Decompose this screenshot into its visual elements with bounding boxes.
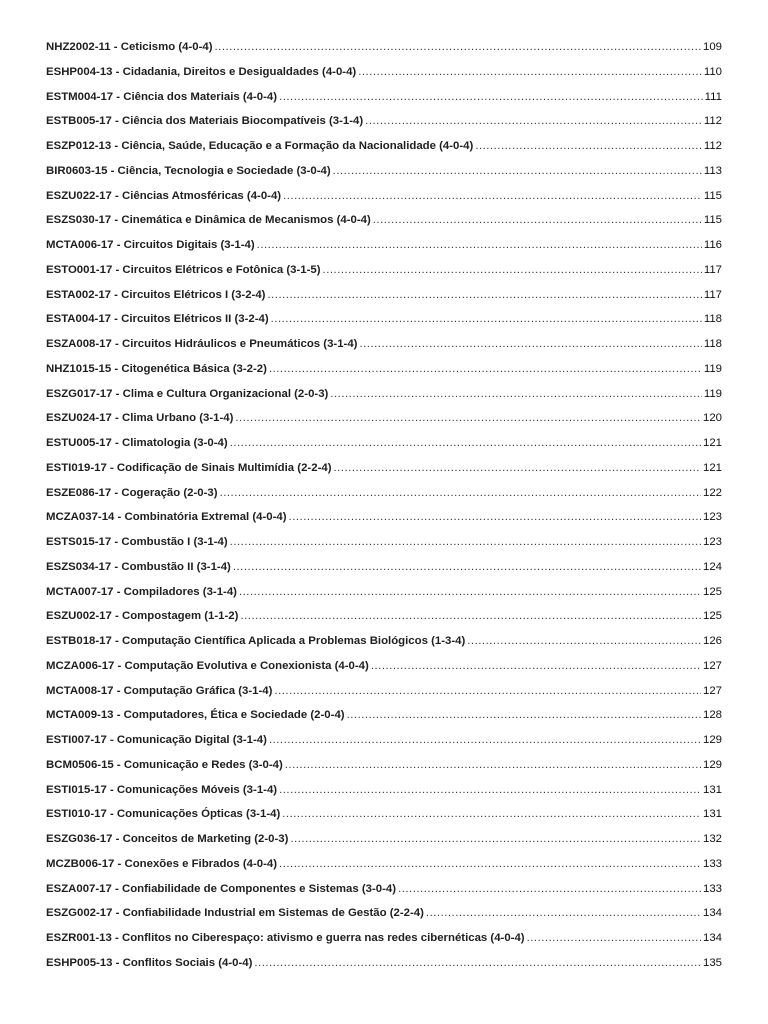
dot-leader [271, 309, 702, 329]
page-number: 131 [702, 808, 722, 821]
page-number: 123 [702, 536, 722, 548]
page-number: 122 [702, 486, 722, 499]
toc-entry-label: NHZ1015-15 - Citogenética Básica (3-2-2) [46, 362, 267, 375]
toc-entry[interactable] [46, 755, 722, 780]
page-number: 118 [703, 338, 722, 350]
page-number: 120 [702, 412, 722, 425]
toc-entry-label: ESZG036-17 - Conceitos de Marketing (2-0-3) [46, 833, 289, 845]
course-title: Computação Gráfica (3-1-4) [123, 684, 273, 697]
toc-entry[interactable] [46, 161, 722, 186]
page-number: 129 [702, 758, 722, 771]
course-title: Ciência dos Materiais (4-0-4) [123, 90, 278, 103]
toc-entry[interactable] [46, 681, 722, 706]
page-number: 132 [702, 833, 722, 845]
toc-entry-label: ESZP012-13 - Ciência, Saúde, Educação e a Formação da Nacionalidade (4-0-4) [46, 140, 474, 152]
toc-entry[interactable] [46, 780, 722, 805]
dot-leader [233, 557, 701, 577]
dot-leader [475, 136, 702, 156]
page-number: 134 [702, 932, 722, 944]
course-code: ESTI019-17 [46, 461, 107, 474]
dot-leader [282, 804, 701, 824]
course-title: Clima Urbano (3-1-4) [121, 412, 234, 425]
toc-entry[interactable] [46, 62, 722, 87]
toc-entry[interactable] [46, 903, 722, 928]
page-number: 121 [702, 461, 722, 474]
toc-entry[interactable] [46, 334, 722, 359]
dot-leader [359, 334, 701, 354]
course-code: MCZB006-17 [46, 857, 115, 870]
course-title: Comunicações Móveis (3-1-4) [116, 783, 278, 796]
page-number: 129 [702, 734, 722, 746]
toc-entry[interactable] [46, 309, 722, 334]
toc-entry[interactable] [46, 829, 722, 854]
toc-entry[interactable] [46, 953, 722, 978]
page-number: 123 [702, 511, 722, 524]
page-number: 110 [703, 65, 722, 78]
course-code: ESZU002-17 [46, 610, 112, 623]
course-code: BCM0506-15 [46, 758, 114, 771]
course-title: Codificação de Sinais Multimídia (2-2-4) [116, 461, 332, 474]
toc-entry-label: ESTB005-17 - Ciência dos Materiais Biocompatíveis (3-1-4) [46, 115, 364, 128]
page-number: 112 [703, 115, 722, 128]
toc-entry[interactable] [46, 879, 722, 904]
toc-entry-label: MCTA007-17 - Compiladores (3-1-4) [46, 585, 237, 598]
course-code: ESTI007-17 [46, 734, 107, 746]
course-title: Conflitos no Ciberespaço: ativismo e guerra nas redes cibernéticas (4-0-4) [121, 932, 525, 944]
course-title: Circuitos Hidráulicos e Pneumáticos (3-1-4) [121, 338, 358, 350]
toc-entry-label: ESZA007-17 - Confiabilidade de Componentes e Sistemas (3-0-4) [46, 882, 397, 895]
course-title: Ciência dos Materiais Biocompatíveis (3-1-4) [121, 115, 364, 128]
toc-entry[interactable] [46, 582, 722, 607]
toc-entry[interactable] [46, 37, 722, 62]
course-code: MCTA008-17 [46, 684, 114, 697]
course-title: Climatologia (3-0-4) [121, 437, 228, 449]
course-title: Combustão II (3-1-4) [121, 560, 231, 573]
toc-entry[interactable] [46, 359, 722, 384]
course-code: ESZE086-17 [46, 486, 112, 499]
page-number: 117 [703, 288, 722, 301]
page-number: 128 [702, 709, 722, 722]
course-title: Computadores, Ética e Sociedade (2-0-4) [123, 709, 345, 722]
course-code: ESTA004-17 [46, 313, 112, 326]
toc-entry-label: ESTB018-17 - Computação Científica Aplicada a Problemas Biológicos (1-3-4) [46, 635, 466, 647]
toc-entry-label: ESTI015-17 - Comunicações Móveis (3-1-4) [46, 783, 278, 796]
page-number: 134 [702, 907, 722, 920]
toc-entry[interactable] [46, 656, 722, 681]
toc-entry-label: ESTA004-17 - Circuitos Elétricos II (3-2-4) [46, 313, 269, 326]
course-title: Ciências Atmosféricas (4-0-4) [121, 189, 282, 202]
course-code: NHZ1015-15 [46, 362, 112, 375]
page-number: 133 [702, 882, 722, 895]
toc-entry-label: ESTO001-17 - Circuitos Elétricos e Fotônica (3-1-5) [46, 263, 321, 276]
course-title: Confiabilidade de Componentes e Sistemas (3-0-4) [121, 882, 397, 895]
dot-leader [215, 37, 701, 57]
course-code: ESTM004-17 [46, 90, 114, 103]
toc-entry-label: ESZS034-17 - Combustão II (3-1-4) [46, 560, 231, 573]
course-title: Ciência, Saúde, Educação e a Formação da Nacionalidade (4-0-4) [121, 140, 474, 152]
dot-leader [323, 260, 702, 280]
toc-entry[interactable] [46, 928, 722, 953]
course-code: ESTI015-17 [46, 783, 107, 796]
toc-entry-label: MCTA008-17 - Computação Gráfica (3-1-4) [46, 684, 273, 697]
page-number: 127 [702, 659, 722, 672]
toc-entry-label: ESZR001-13 - Conflitos no Ciberespaço: ativismo e guerra nas redes cibernéticas (4-0-4) [46, 932, 525, 944]
toc-entry[interactable] [46, 408, 722, 433]
dot-leader [358, 62, 702, 82]
course-code: NHZ2002-11 [46, 41, 111, 53]
dot-leader [239, 582, 701, 602]
toc-entry-label: ESHP005-13 - Conflitos Sociais (4-0-4) [46, 956, 253, 969]
dot-leader [285, 755, 701, 775]
course-title: Circuitos Digitais (3-1-4) [123, 239, 255, 251]
toc-entry-label: ESZE086-17 - Cogeração (2-0-3) [46, 486, 218, 499]
toc-entry-label: ESZU022-17 - Ciências Atmosféricas (4-0-4) [46, 189, 282, 202]
toc-entry-label: ESTI010-17 - Comunicações Ópticas (3-1-4) [46, 808, 281, 821]
course-code: ESZR001-13 [46, 932, 112, 944]
dot-leader [267, 285, 701, 305]
course-code: ESZA007-17 [46, 882, 112, 895]
toc-entry-label: ESZG017-17 - Clima e Cultura Organizacional (2-0-3) [46, 387, 329, 400]
dot-leader [290, 829, 701, 849]
toc-entry-label: ESTM004-17 - Ciência dos Materiais (4-0-4) [46, 90, 278, 103]
toc-entry-label: ESZS030-17 - Cinemática e Dinâmica de Mecanismos (4-0-4) [46, 214, 371, 227]
dot-leader [279, 780, 701, 800]
course-code: ESHP004-13 [46, 65, 113, 78]
toc-entry-label: ESTU005-17 - Climatologia (3-0-4) [46, 437, 228, 449]
course-code: ESZU022-17 [46, 189, 112, 202]
page-number: 135 [702, 956, 722, 969]
toc-entry-label: ESTI007-17 - Comunicação Digital (3-1-4) [46, 734, 267, 746]
course-title: Ciência, Tecnologia e Sociedade (3-0-4) [117, 164, 331, 177]
page-number: 133 [702, 857, 722, 870]
course-title: Comunicações Ópticas (3-1-4) [116, 808, 281, 821]
toc-entry-label: NHZ2002-11 - Ceticismo (4-0-4) [46, 41, 213, 53]
course-title: Compostagem (1-1-2) [121, 610, 239, 623]
toc-entry-label: ESTS015-17 - Combustão I (3-1-4) [46, 536, 228, 548]
course-title: Citogenética Básica (3-2-2) [121, 362, 267, 375]
course-title: Computação Evolutiva e Conexionista (4-0-4) [124, 659, 369, 672]
course-title: Computação Científica Aplicada a Problemas Biológicos (1-3-4) [121, 635, 466, 647]
course-title: Combustão I (3-1-4) [121, 536, 228, 548]
page-number: 131 [702, 783, 722, 796]
toc-entry-label: BCM0506-15 - Comunicação e Redes (3-0-4) [46, 758, 283, 771]
toc-entry[interactable] [46, 136, 722, 161]
course-code: ESZU024-17 [46, 412, 112, 425]
toc-entry-label: ESZG002-17 - Confiabilidade Industrial em Sistemas de Gestão (2-2-4) [46, 907, 424, 920]
course-title: Cinemática e Dinâmica de Mecanismos (4-0-4) [121, 214, 371, 227]
dot-leader [269, 359, 702, 379]
dot-leader [230, 433, 701, 453]
course-title: Circuitos Elétricos I (3-2-4) [121, 288, 266, 301]
dot-leader [279, 87, 703, 107]
table-of-contents [46, 37, 722, 978]
page-number: 119 [703, 387, 722, 400]
course-code: ESZG017-17 [46, 387, 113, 400]
dot-leader [426, 903, 701, 923]
toc-entry-label: MCZB006-17 - Conexões e Fibrados (4-0-4) [46, 857, 278, 870]
course-title: Cidadania, Direitos e Desigualdades (4-0-4) [122, 65, 357, 78]
page-number: 112 [703, 140, 722, 152]
course-code: MCTA007-17 [46, 585, 114, 598]
page-number: 115 [703, 189, 722, 202]
course-code: ESZG036-17 [46, 833, 113, 845]
dot-leader [257, 235, 702, 255]
course-title: Clima e Cultura Organizacional (2-0-3) [122, 387, 329, 400]
dot-leader [274, 681, 701, 701]
toc-entry-label: MCZA037-14 - Combinatória Extremal (4-0-4) [46, 511, 287, 524]
toc-entry[interactable] [46, 210, 722, 235]
toc-entry-label: ESZU002-17 - Compostagem (1-1-2) [46, 610, 239, 623]
page-number: 125 [702, 585, 722, 598]
dot-leader [371, 656, 701, 676]
course-code: BIR0603-15 [46, 164, 108, 177]
course-code: ESHP005-13 [46, 956, 113, 969]
toc-entry[interactable] [46, 384, 722, 409]
toc-entry[interactable] [46, 557, 722, 582]
course-title: Comunicação e Redes (3-0-4) [123, 758, 283, 771]
toc-entry[interactable] [46, 606, 722, 631]
dot-leader [220, 483, 701, 503]
course-title: Circuitos Elétricos e Fotônica (3-1-5) [122, 263, 321, 276]
dot-leader [467, 631, 701, 651]
dot-leader [235, 408, 701, 428]
toc-entry[interactable] [46, 483, 722, 508]
course-code: ESZS034-17 [46, 560, 112, 573]
toc-entry[interactable] [46, 804, 722, 829]
dot-leader [334, 458, 701, 478]
course-code: ESZG002-17 [46, 907, 113, 920]
course-code: ESZA008-17 [46, 338, 112, 350]
page-number: 111 [704, 90, 722, 103]
dot-leader [230, 532, 701, 552]
toc-entry[interactable] [46, 631, 722, 656]
dot-leader [373, 210, 702, 230]
course-code: MCTA006-17 [46, 239, 114, 251]
toc-entry[interactable] [46, 87, 722, 112]
page-number: 118 [703, 313, 722, 326]
toc-entry-label: MCTA006-17 - Circuitos Digitais (3-1-4) [46, 239, 255, 251]
toc-entry-label: MCTA009-13 - Computadores, Ética e Sociedade (2-0-4) [46, 709, 345, 722]
toc-entry[interactable] [46, 507, 722, 532]
course-title: Conexões e Fibrados (4-0-4) [124, 857, 278, 870]
page-number: 116 [703, 239, 722, 251]
course-code: ESTA002-17 [46, 288, 112, 301]
page-number: 113 [703, 164, 722, 177]
dot-leader [398, 879, 701, 899]
toc-entry-label: ESHP004-13 - Cidadania, Direitos e Desigualdades (4-0-4) [46, 65, 357, 78]
course-code: ESZP012-13 [46, 140, 112, 152]
course-code: ESTO001-17 [46, 263, 113, 276]
course-code: ESTU005-17 [46, 437, 112, 449]
dot-leader [330, 384, 702, 404]
toc-entry[interactable] [46, 458, 722, 483]
course-code: ESTB018-17 [46, 635, 112, 647]
toc-entry[interactable] [46, 532, 722, 557]
toc-entry-label: BIR0603-15 - Ciência, Tecnologia e Sociedade (3-0-4) [46, 164, 331, 177]
dot-leader [279, 854, 701, 874]
toc-entry-label: ESZA008-17 - Circuitos Hidráulicos e Pneumáticos (3-1-4) [46, 338, 358, 350]
page-number: 117 [703, 263, 722, 276]
toc-entry[interactable] [46, 705, 722, 730]
page-number: 109 [702, 41, 722, 53]
course-title: Conceitos de Marketing (2-0-3) [122, 833, 289, 845]
course-code: ESZS030-17 [46, 214, 112, 227]
dot-leader [283, 186, 702, 206]
dot-leader [347, 705, 701, 725]
course-title: Conflitos Sociais (4-0-4) [122, 956, 253, 969]
toc-entry[interactable] [46, 260, 722, 285]
page-number: 121 [702, 437, 722, 449]
page-number: 127 [702, 684, 722, 697]
course-title: Ceticismo (4-0-4) [120, 41, 213, 53]
page-number: 115 [703, 214, 722, 227]
dot-leader [254, 953, 701, 973]
course-code: ESTI010-17 [46, 808, 107, 821]
toc-entry[interactable] [46, 730, 722, 755]
course-code: MCZA006-17 [46, 659, 115, 672]
dot-leader [333, 161, 702, 181]
toc-entry-label: ESTI019-17 - Codificação de Sinais Multimídia (2-2-4) [46, 461, 332, 474]
course-title: Confiabilidade Industrial em Sistemas de Gestão (2-2-4) [122, 907, 424, 920]
dot-leader [289, 507, 701, 527]
toc-entry[interactable] [46, 186, 722, 211]
course-title: Comunicação Digital (3-1-4) [116, 734, 267, 746]
dot-leader [240, 606, 701, 626]
course-code: MCZA037-14 [46, 511, 115, 524]
page-number: 125 [702, 610, 722, 623]
toc-entry-label: ESTA002-17 - Circuitos Elétricos I (3-2-4) [46, 288, 266, 301]
course-title: Compiladores (3-1-4) [123, 585, 237, 598]
dot-leader [365, 111, 702, 131]
course-title: Cogeração (2-0-3) [121, 486, 218, 499]
dot-leader [269, 730, 701, 750]
dot-leader [527, 928, 701, 948]
course-title: Circuitos Elétricos II (3-2-4) [121, 313, 269, 326]
course-title: Combinatória Extremal (4-0-4) [124, 511, 287, 524]
page-number: 124 [702, 560, 722, 573]
page-number: 119 [703, 362, 722, 375]
toc-entry[interactable] [46, 854, 722, 879]
course-code: ESTS015-17 [46, 536, 112, 548]
toc-entry[interactable] [46, 433, 722, 458]
toc-entry[interactable] [46, 285, 722, 310]
page-number: 126 [702, 635, 722, 647]
toc-entry-label: ESZU024-17 - Clima Urbano (3-1-4) [46, 412, 234, 425]
course-code: MCTA009-13 [46, 709, 114, 722]
course-code: ESTB005-17 [46, 115, 112, 128]
toc-entry-label: MCZA006-17 - Computação Evolutiva e Conexionista (4-0-4) [46, 659, 369, 672]
toc-entry[interactable] [46, 111, 722, 136]
toc-entry[interactable] [46, 235, 722, 260]
